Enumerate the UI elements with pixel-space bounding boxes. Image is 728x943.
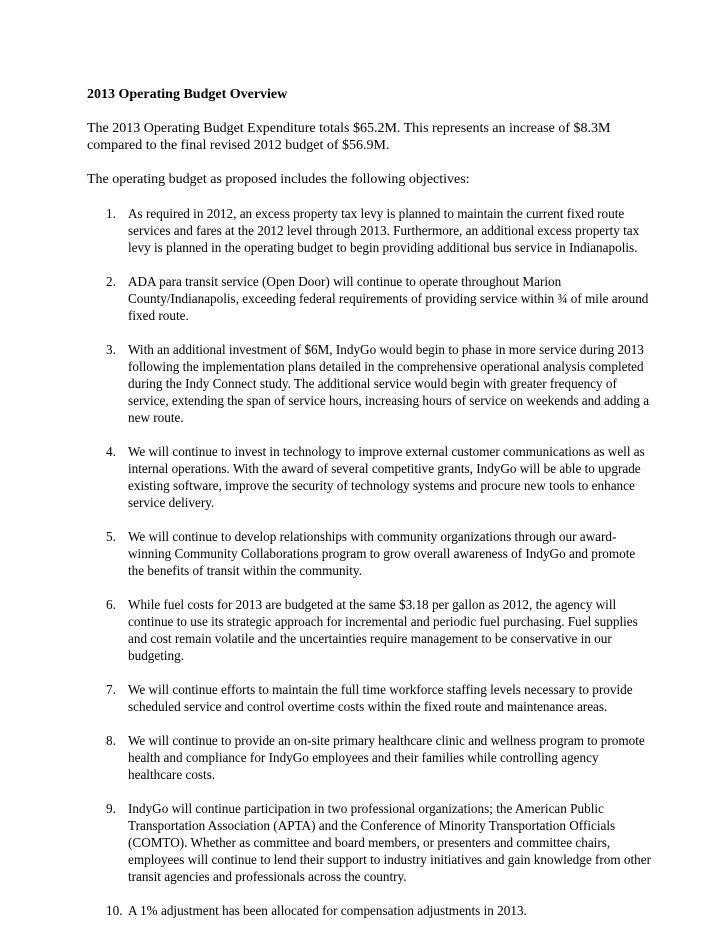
- objective-number: 2.: [106, 274, 116, 289]
- objective-number: 10.: [106, 903, 123, 918]
- objective-text: IndyGo will continue participation in two professional organizations; the American Public Transportation Association (APTA) and the Conference of Minority Transportation Officials (COMTO). Whether as committee and board members, or presenters and committee chairs, employees will continue to lend their support to industry initiatives and gain knowledge from other transit agencies and professionals across the country.: [128, 801, 651, 884]
- objective-text: With an additional investment of $6M, IndyGo would begin to phase in more service during 2013 following the implementation plans detailed in the comprehensive operational analysis completed during the Indy Connect study. The additional service would begin with greater frequency of service, extending the span of service hours, increasing hours of service on weekends and adding a new route.: [128, 342, 650, 425]
- objective-item: [87, 273, 652, 324]
- objective-text: As required in 2012, an excess property tax levy is planned to maintain the current fixed route services and fares at the 2012 level through 2013. Furthermore, an additional excess property tax levy is planned in the operating budget to begin providing additional bus service in Indianapolis.: [128, 206, 640, 255]
- objectives-list: [87, 205, 652, 919]
- objectives-intro: The operating budget as proposed includes the following objectives:: [87, 172, 470, 187]
- objective-text: We will continue to provide an on-site primary healthcare clinic and wellness program to promote health and compliance for IndyGo employees and their families while controlling agency healthcare costs.: [128, 733, 645, 782]
- objective-number: 7.: [106, 682, 116, 697]
- objective-number: 1.: [106, 206, 116, 221]
- objective-number: 6.: [106, 597, 116, 612]
- objective-item: [87, 528, 652, 579]
- objective-text: We will continue efforts to maintain the full time workforce staffing levels necessary to provide scheduled service and control overtime costs within the fixed route and maintenance areas.: [128, 682, 633, 714]
- objective-item: [87, 596, 652, 664]
- intro-paragraph: The 2013 Operating Budget Expenditure totals $65.2M. This represents an increase of $8.3M compared to the final revised 2012 budget of $56.9M.: [87, 121, 611, 153]
- objective-number: 9.: [106, 801, 116, 816]
- objective-item: [87, 902, 652, 919]
- objective-item: [87, 800, 652, 885]
- objective-text: A 1% adjustment has been allocated for compensation adjustments in 2013.: [128, 903, 527, 918]
- objective-item: [87, 681, 652, 715]
- objective-item: [87, 341, 652, 426]
- document-title: 2013 Operating Budget Overview: [87, 87, 288, 102]
- objective-item: [87, 443, 652, 511]
- objective-number: 5.: [106, 529, 116, 544]
- objective-item: [87, 732, 652, 783]
- objective-text: We will continue to invest in technology to improve external customer communications as well as internal operations. With the award of several competitive grants, IndyGo will be able to upgrade existing software, improve the security of technology systems and procure new tools to enhance service delivery.: [128, 444, 645, 510]
- objective-number: 4.: [106, 444, 116, 459]
- objective-text: ADA para transit service (Open Door) will continue to operate throughout Marion County/Indianapolis, exceeding federal requirements of providing service within ¾ of mile around fixed route.: [128, 274, 649, 323]
- objective-text: We will continue to develop relationships with community organizations through our award-winning Community Collaborations program to grow overall awareness of IndyGo and promote the benefits of transit within the community.: [128, 529, 636, 578]
- objective-number: 8.: [106, 733, 116, 748]
- objective-text: While fuel costs for 2013 are budgeted at the same $3.18 per gallon as 2012, the agency will continue to use its strategic approach for incremental and periodic fuel purchasing. Fuel supplies and cost remain volatile and the uncertainties require management to be conservative in our budgeting.: [128, 597, 638, 663]
- objective-number: 3.: [106, 342, 116, 357]
- objective-item: [87, 205, 652, 256]
